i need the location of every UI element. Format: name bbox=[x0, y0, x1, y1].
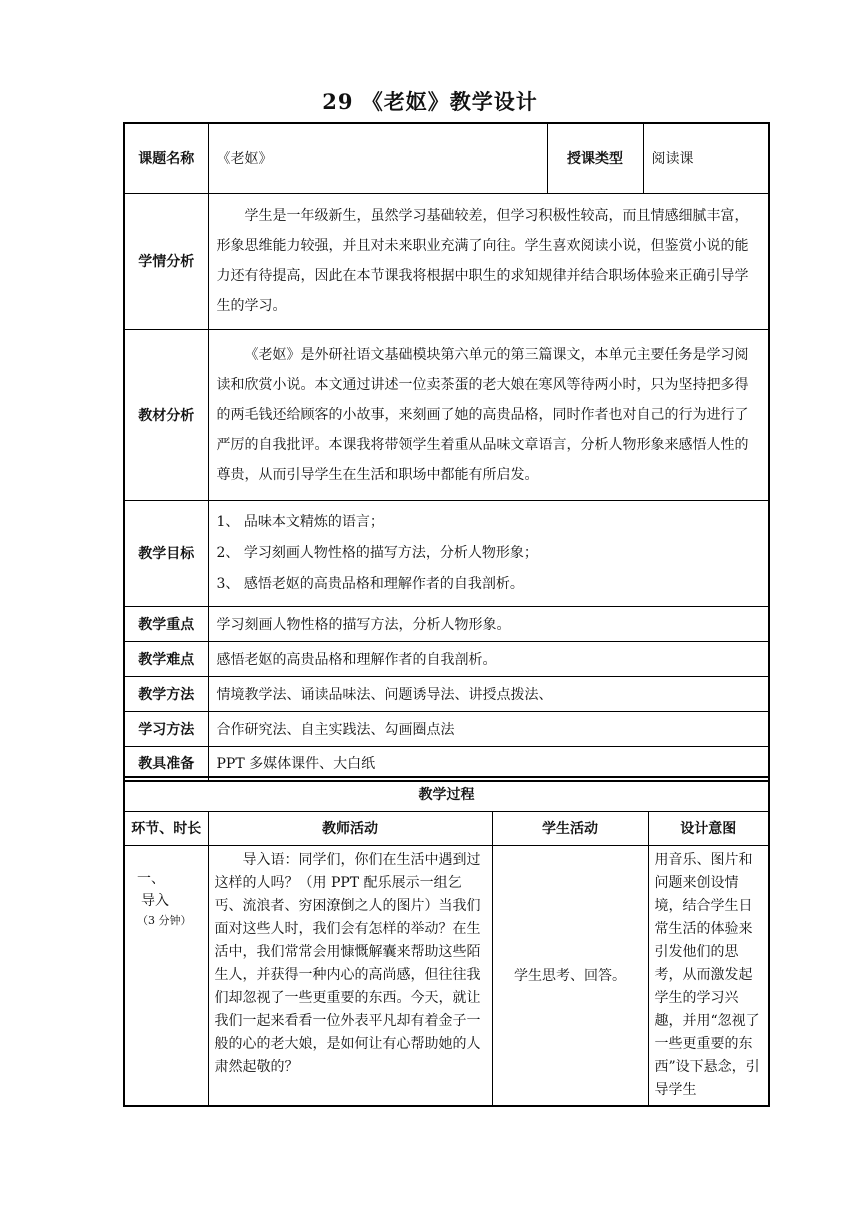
design-intent: 用音乐、图片和问题来创设情境，结合学生日常生活的体验来引发他们的思考，从而激发起学生的学习兴趣，并用“忽视了一些更重要的东西”设下悬念，引导学生 bbox=[648, 845, 769, 1106]
topic-value: 《老妪》 bbox=[208, 123, 547, 193]
goals-row bbox=[124, 500, 769, 606]
focus-label: 教学重点 bbox=[124, 606, 208, 641]
header-stage: 环节、时长 bbox=[124, 811, 208, 845]
method-value: 情境教学法、诵读品味法、问题诱导法、讲授点拨法、 bbox=[208, 676, 769, 711]
focus-value: 学习刻画人物性格的描写方法，分析人物形象。 bbox=[208, 606, 769, 641]
student-activity: 学生思考、回答。 bbox=[492, 845, 648, 1106]
stage-number: 一、 bbox=[137, 870, 165, 887]
header-intent: 设计意图 bbox=[648, 811, 769, 845]
type-label: 授课类型 bbox=[547, 123, 643, 193]
stage-name: 导入 bbox=[141, 892, 169, 909]
goal-item: 2、 学习刻画人物性格的描写方法，分析人物形象； bbox=[216, 544, 538, 561]
student-analysis-text: 学生是一年级新生，虽然学习基础较差，但学习积极性较高，而且情感细腻丰富，形象思维能力较强，并且对未来职业充满了向往。学生喜欢阅读小说，但鉴赏小说的能力还有待提高，因此在本节课我将根据中职生的求知规律并结合职场体验来正确引导学生的学习。 bbox=[208, 193, 769, 329]
stage-duration: （3 分钟） bbox=[137, 913, 192, 927]
topic-label: 课题名称 bbox=[124, 123, 208, 193]
goals-list bbox=[208, 500, 769, 606]
difficulty-row bbox=[124, 641, 769, 676]
page-title: 29 《老妪》教学设计 bbox=[322, 89, 538, 114]
material-analysis-text: 《老妪》是外研社语文基础模块第六单元的第三篇课文，本单元主要任务是学习阅读和欣赏小说。本文通过讲述一位卖茶蛋的老大娘在寒风等待两小时，只为坚持把多得的两毛钱还给顾客的小故事，来刻画了她的高贵品格，同时作者也对自己的行为进行了严厉的自我批评。本课我将带领学生着重从品味文章语言，分析人物形象来感悟人性的尊贵，从而引导学生在生活和职场中都能有所启发。 bbox=[208, 329, 769, 500]
student-analysis-label: 学情分析 bbox=[124, 193, 208, 329]
learn-method-row bbox=[124, 711, 769, 746]
focus-row bbox=[124, 606, 769, 641]
teacher-activity: 导入语：同学们，你们在生活中遇到过这样的人吗？（用 PPT 配乐展示一组乞丐、流浪者、穷困潦倒之人的图片）当我们面对这些人时，我们会有怎样的举动？在生活中，我们常常会用慷慨解囊来帮助这些陌生人，并获得一种内心的高尚感，但往往我们却忽视了一些更重要的东西。今天，就让我们一起来看看一位外表平凡却有着金子一般的心的老大娘，是如何让有心帮助她的人肃然起敬的？ bbox=[208, 845, 492, 1106]
difficulty-label: 教学难点 bbox=[124, 641, 208, 676]
process-title-row bbox=[124, 777, 769, 811]
goals-label: 教学目标 bbox=[124, 500, 208, 606]
tools-label: 教具准备 bbox=[124, 746, 208, 781]
teaching-process-table bbox=[123, 776, 770, 1107]
student-analysis-row bbox=[124, 193, 769, 329]
topic-row bbox=[124, 123, 769, 193]
course-info-table bbox=[123, 122, 770, 782]
stage-cell bbox=[124, 845, 208, 1106]
goal-item: 3、 感悟老妪的高贵品格和理解作者的自我剖析。 bbox=[216, 575, 524, 592]
process-row bbox=[124, 845, 769, 1106]
process-title: 教学过程 bbox=[124, 777, 769, 811]
difficulty-value: 感悟老妪的高贵品格和理解作者的自我剖析。 bbox=[208, 641, 769, 676]
header-student: 学生活动 bbox=[492, 811, 648, 845]
material-analysis-label: 教材分析 bbox=[124, 329, 208, 500]
header-teacher: 教师活动 bbox=[208, 811, 492, 845]
type-value: 阅读课 bbox=[643, 123, 769, 193]
learn-method-value: 合作研究法、自主实践法、勾画圈点法 bbox=[208, 711, 769, 746]
learn-method-label: 学习方法 bbox=[124, 711, 208, 746]
process-header-row bbox=[124, 811, 769, 845]
method-row bbox=[124, 676, 769, 711]
tools-value: PPT 多媒体课件、大白纸 bbox=[208, 746, 769, 781]
material-analysis-row bbox=[124, 329, 769, 500]
goal-item: 1、 品味本文精炼的语言； bbox=[216, 513, 384, 530]
method-label: 教学方法 bbox=[124, 676, 208, 711]
